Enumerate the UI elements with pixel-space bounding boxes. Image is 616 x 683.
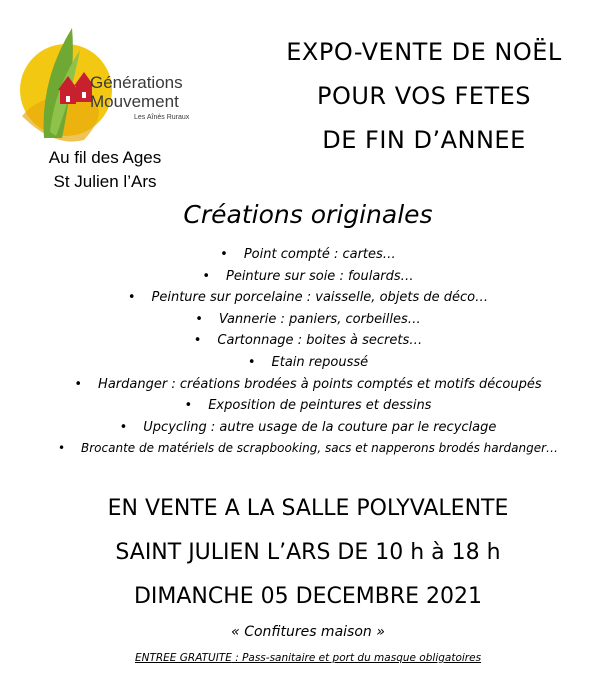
list-item: [0, 309, 616, 331]
list-item: [0, 244, 616, 266]
jam-note: « Confitures maison »: [231, 624, 385, 640]
list-item-text: Upcycling : autre usage de la couture par le recyclage: [143, 419, 497, 435]
logo-brand-line2: Mouvement: [90, 92, 179, 111]
list-item: [0, 438, 616, 460]
event-title-line3: DE FIN D’ANNEE: [322, 126, 526, 154]
entry-label: ENTREE GRATUITE: [134, 652, 232, 664]
sale-hours: SAINT JULIEN L’ARS DE 10 h à 18 h: [115, 540, 501, 565]
bullet-icon: •: [74, 376, 83, 392]
list-item: [0, 395, 616, 417]
bullet-icon: •: [57, 441, 66, 456]
list-item-text: Cartonnage : boites à secrets…: [217, 333, 423, 349]
list-item-text: Etain repoussé: [271, 354, 369, 370]
sale-location: EN VENTE A LA SALLE POLYVALENTE: [107, 496, 509, 521]
list-item-text: Hardanger : créations brodées à points comptés et motifs découpés: [98, 376, 542, 392]
logo-tagline: Les Aînés Ruraux: [134, 114, 190, 121]
club-name-line1: Au fil des Ages: [48, 148, 162, 167]
creations-heading: Créations originales: [183, 200, 433, 229]
bullet-icon: •: [195, 311, 203, 327]
list-item: [0, 374, 616, 396]
event-title-line2: POUR VOS FETES: [316, 82, 531, 110]
event-title-line1: EXPO-VENTE DE NOËL: [286, 38, 562, 66]
event-title: [232, 30, 616, 162]
list-item: [0, 266, 616, 288]
list-item-text: Exposition de peintures et dessins: [208, 398, 432, 414]
bullet-icon: •: [247, 354, 256, 370]
bullet-icon: •: [220, 247, 228, 262]
entry-conditions: : Pass-sanitaire et port du masque obligatoires: [231, 652, 482, 664]
bullet-icon: •: [184, 398, 193, 414]
bullet-icon: •: [119, 419, 128, 435]
creations-list: [0, 244, 616, 460]
bullet-icon: •: [202, 268, 210, 284]
bullet-icon: •: [193, 333, 202, 349]
club-name-line2: St Julien l’Ars: [53, 172, 157, 191]
generations-mouvement-logo: [14, 20, 210, 148]
entry-notice: [0, 652, 616, 664]
club-name: [20, 146, 190, 194]
list-item-text: Point compté : cartes…: [243, 247, 396, 262]
list-item-text: Peinture sur soie : foulards…: [225, 268, 414, 284]
list-item: [0, 417, 616, 439]
bullet-icon: •: [127, 290, 136, 306]
list-item-text: Vannerie : paniers, corbeilles…: [218, 311, 421, 327]
sale-date: DIMANCHE 05 DECEMBRE 2021: [133, 584, 483, 609]
logo-brand-line1: Générations: [90, 73, 183, 92]
list-item: [0, 287, 616, 309]
list-item-text: Brocante de matériels de scrapbooking, sacs et napperons brodés hardanger…: [81, 441, 559, 456]
list-item: [0, 330, 616, 352]
list-item-text: Peinture sur porcelaine : vaisselle, objets de déco…: [151, 290, 489, 306]
list-item: [0, 352, 616, 374]
